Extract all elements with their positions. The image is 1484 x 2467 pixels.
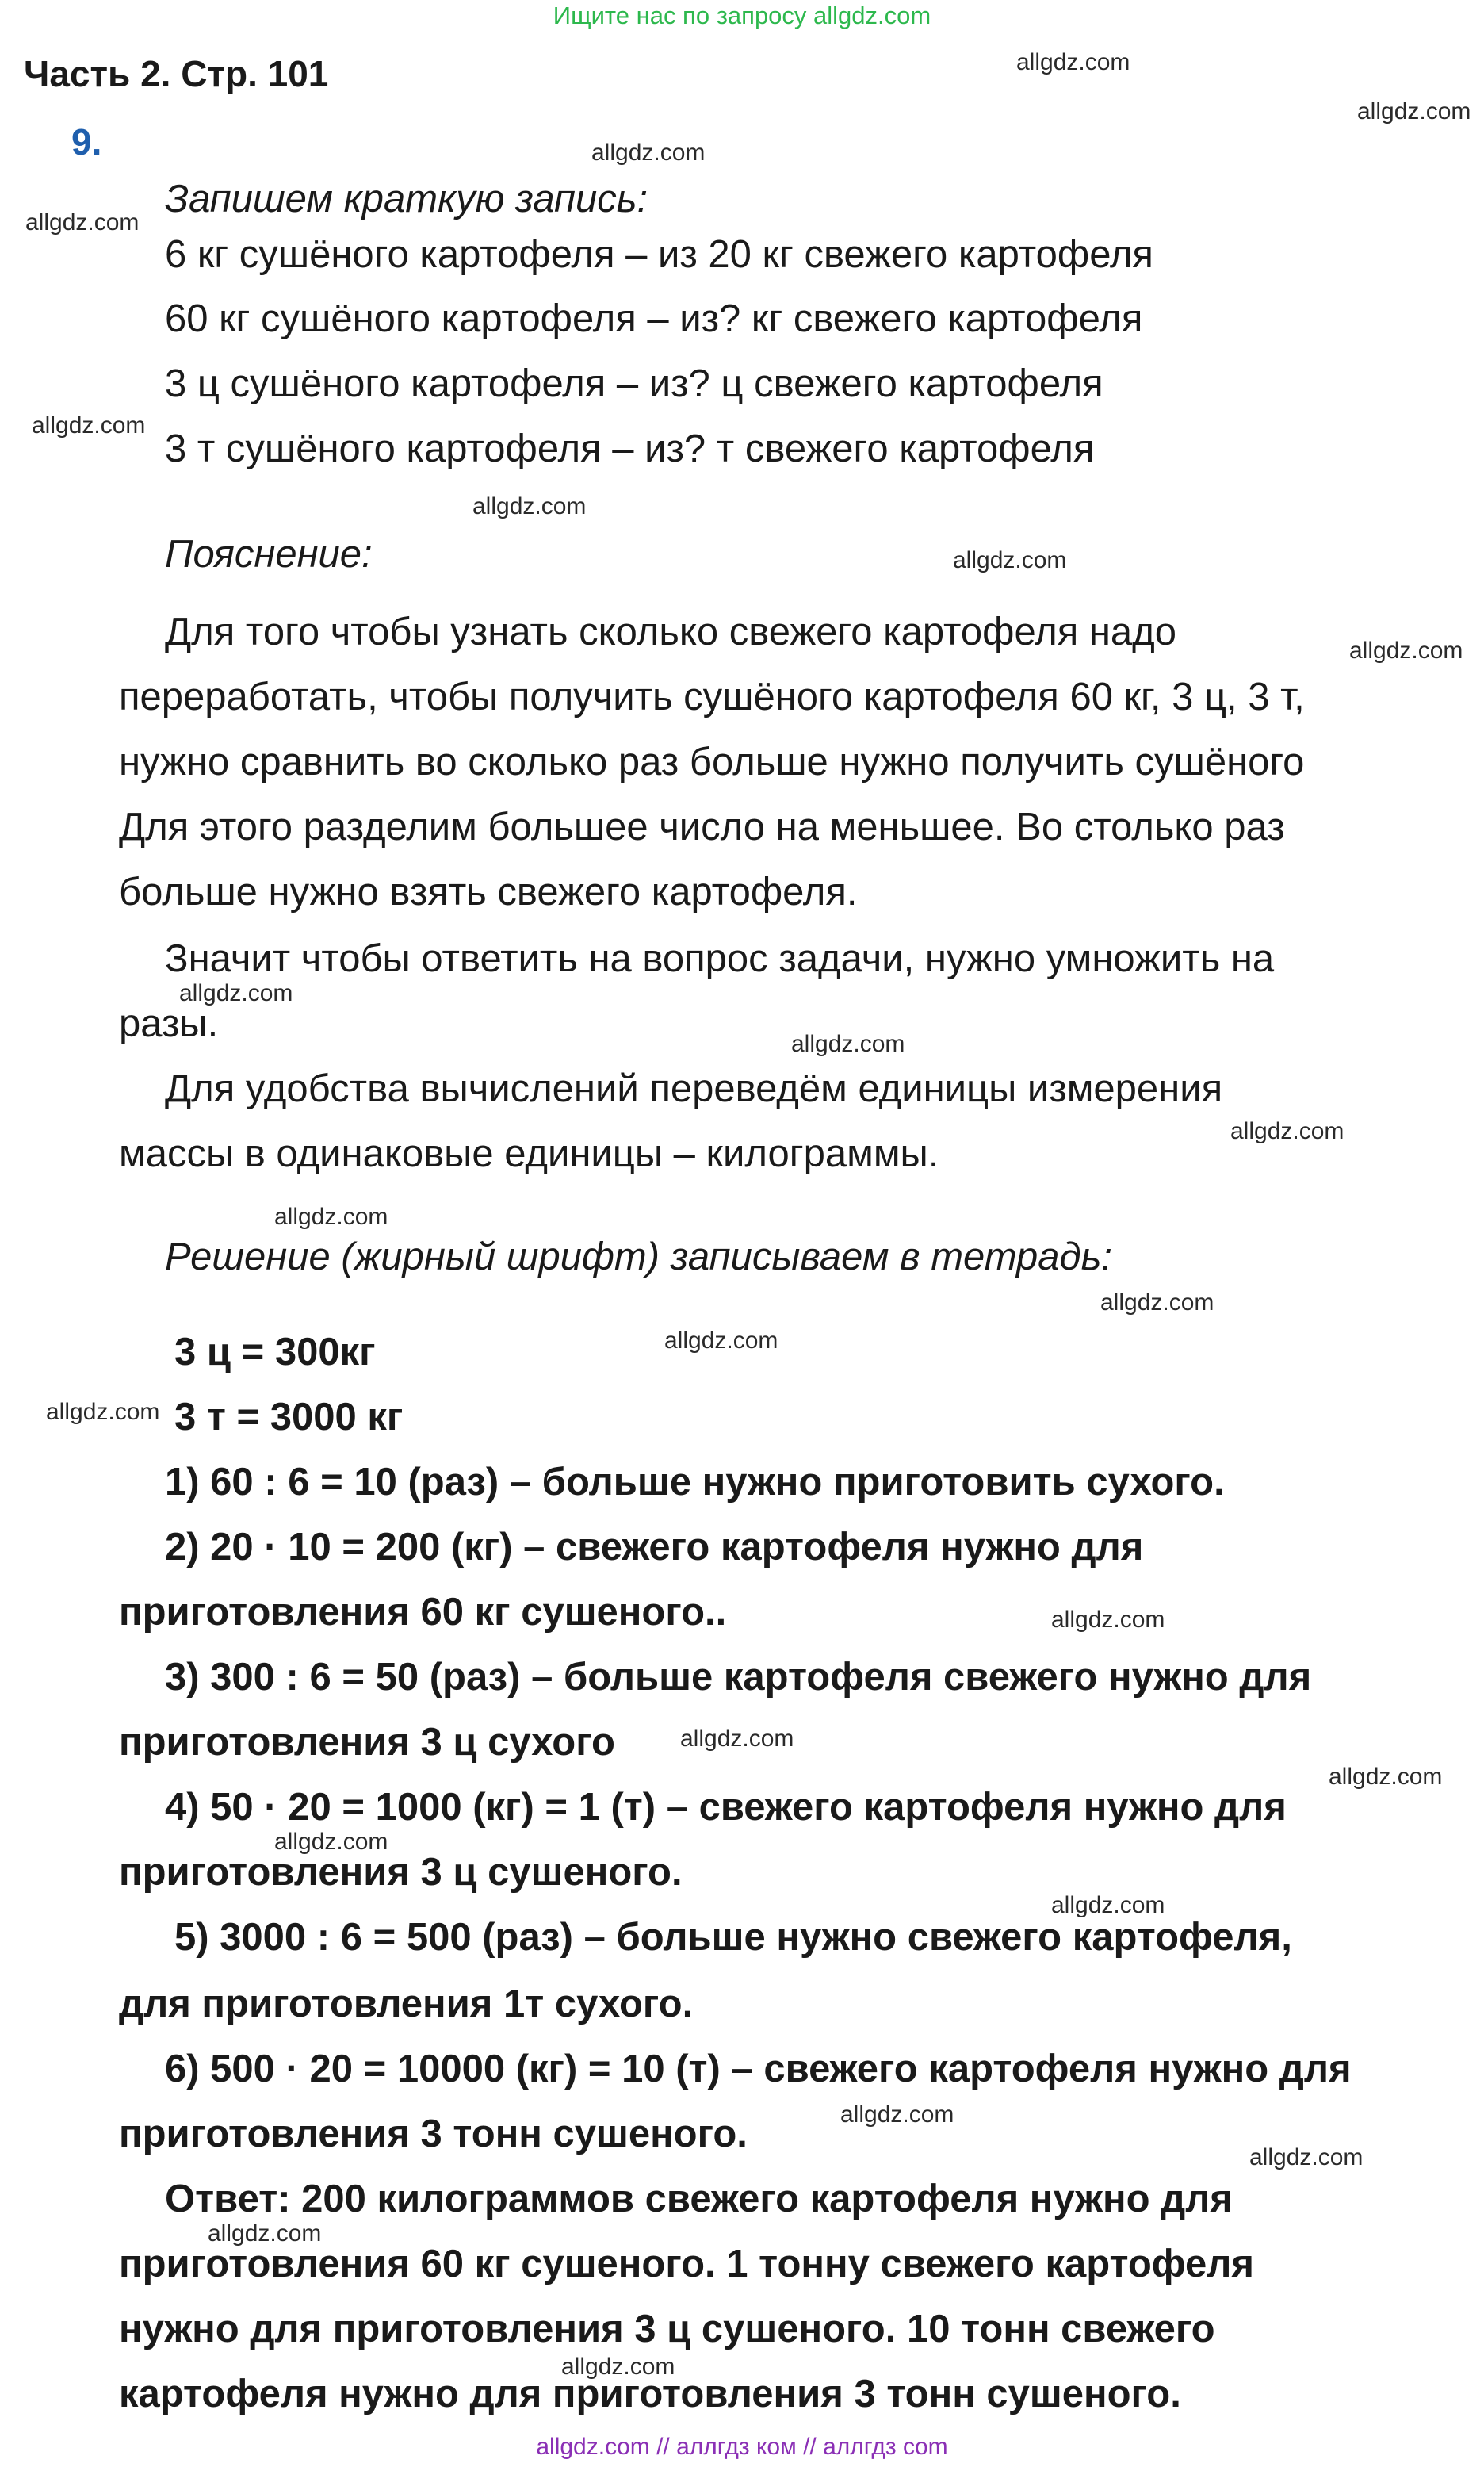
explanation-title: Пояснение: [165,533,373,576]
solution-line: 5) 3000 : 6 = 500 (раз) – больше нужно свежего картофеля, [174,1916,1292,1959]
explanation-line: Для этого разделим большее число на меньшее. Во столько раз [119,806,1285,849]
watermark: allgdz.com [1051,1607,1165,1633]
watermark: allgdz.com [208,2220,322,2247]
short-record-line: 60 кг сушёного картофеля – из? кг свежего картофеля [165,297,1143,340]
short-record-line: 6 кг сушёного картофеля – из 20 кг свежего картофеля [165,233,1153,276]
watermark: allgdz.com [274,1829,388,1855]
explanation-line: переработать, чтобы получить сушёного картофеля 60 кг, 3 ц, 3 т, [119,676,1305,718]
solution-line: 2) 20 · 10 = 200 (кг) – свежего картофеля нужно для [165,1526,1144,1569]
solution-line: 6) 500 · 20 = 10000 (кг) = 10 (т) – свежего картофеля нужно для [165,2048,1352,2090]
explanation-line: Значит чтобы ответить на вопрос задачи, нужно умножить на [165,937,1275,980]
watermark: allgdz.com [25,209,140,236]
short-record-title: Запишем краткую запись: [165,178,648,220]
page-title: Часть 2. Стр. 101 [24,53,329,94]
solution-line: 4) 50 · 20 = 1000 (кг) = 1 (т) – свежего картофеля нужно для [165,1786,1287,1829]
solution-line: 3) 300 : 6 = 50 (раз) – больше картофеля свежего нужно для [165,1656,1312,1699]
watermark: allgdz.com [680,1726,794,1752]
watermark: allgdz.com [1051,1892,1165,1918]
watermark: allgdz.com [1329,1764,1443,1790]
explanation-line: разы. [119,1002,219,1045]
solution-line: 3 т = 3000 кг [174,1396,404,1438]
watermark: allgdz.com [1349,638,1463,664]
solution-line: 3 ц = 300кг [174,1331,376,1373]
watermark: allgdz.com [274,1204,388,1230]
watermark: allgdz.com [791,1031,905,1057]
solution-line: приготовления 3 тонн сушеного. [119,2113,748,2155]
short-record-line: 3 ц сушёного картофеля – из? ц свежего картофеля [165,362,1103,405]
solution-line: 1) 60 : 6 = 10 (раз) – больше нужно приготовить сухого. [165,1461,1225,1504]
solution-line: приготовления 3 ц сухого [119,1721,615,1764]
watermark: allgdz.com [32,412,146,439]
watermark: allgdz.com [561,2354,675,2380]
answer-line: Ответ: 200 килограммов свежего картофеля нужно для [165,2178,1233,2220]
explanation-line: нужно сравнить во сколько раз больше нужно получить сушёного [119,741,1305,783]
watermark: allgdz.com [840,2101,954,2128]
search-banner[interactable]: Ищите нас по запросу allgdz.com [553,2,931,29]
watermark: allgdz.com [591,140,706,166]
solution-title: Решение (жирный шрифт) записываем в тетрадь: [165,1235,1112,1278]
answer-line: приготовления 60 кг сушеного. 1 тонну свежего картофеля [119,2243,1254,2285]
short-record-line: 3 т сушёного картофеля – из? т свежего картофеля [165,427,1095,470]
watermark: allgdz.com [1100,1289,1214,1316]
explanation-line: Для удобства вычислений переведём единицы измерения [165,1067,1223,1110]
task-number: 9. [71,121,102,163]
watermark: allgdz.com [1357,98,1471,124]
watermark: allgdz.com [953,547,1067,573]
explanation-line: больше нужно взять свежего картофеля. [119,871,858,914]
watermark: allgdz.com [1016,49,1130,75]
solution-line: приготовления 60 кг сушеного.. [119,1591,727,1634]
explanation-line: массы в одинаковые единицы – килограммы. [119,1132,939,1175]
answer-line: картофеля нужно для приготовления 3 тонн сушеного. [119,2373,1181,2415]
footer-links[interactable]: allgdz.com // аллгдз ком // аллгдз com [536,2434,948,2460]
watermark: allgdz.com [179,980,293,1006]
watermark: allgdz.com [472,493,587,519]
solution-line: для приготовления 1т сухого. [119,1982,694,2025]
watermark: allgdz.com [1249,2144,1364,2170]
watermark: allgdz.com [664,1327,778,1354]
answer-line: нужно для приготовления 3 ц сушеного. 10 тонн свежего [119,2308,1215,2350]
solution-line: приготовления 3 ц сушеного. [119,1851,683,1894]
explanation-line: Для того чтобы узнать сколько свежего картофеля надо [165,611,1177,653]
watermark: allgdz.com [1230,1118,1344,1144]
watermark: allgdz.com [46,1399,160,1425]
